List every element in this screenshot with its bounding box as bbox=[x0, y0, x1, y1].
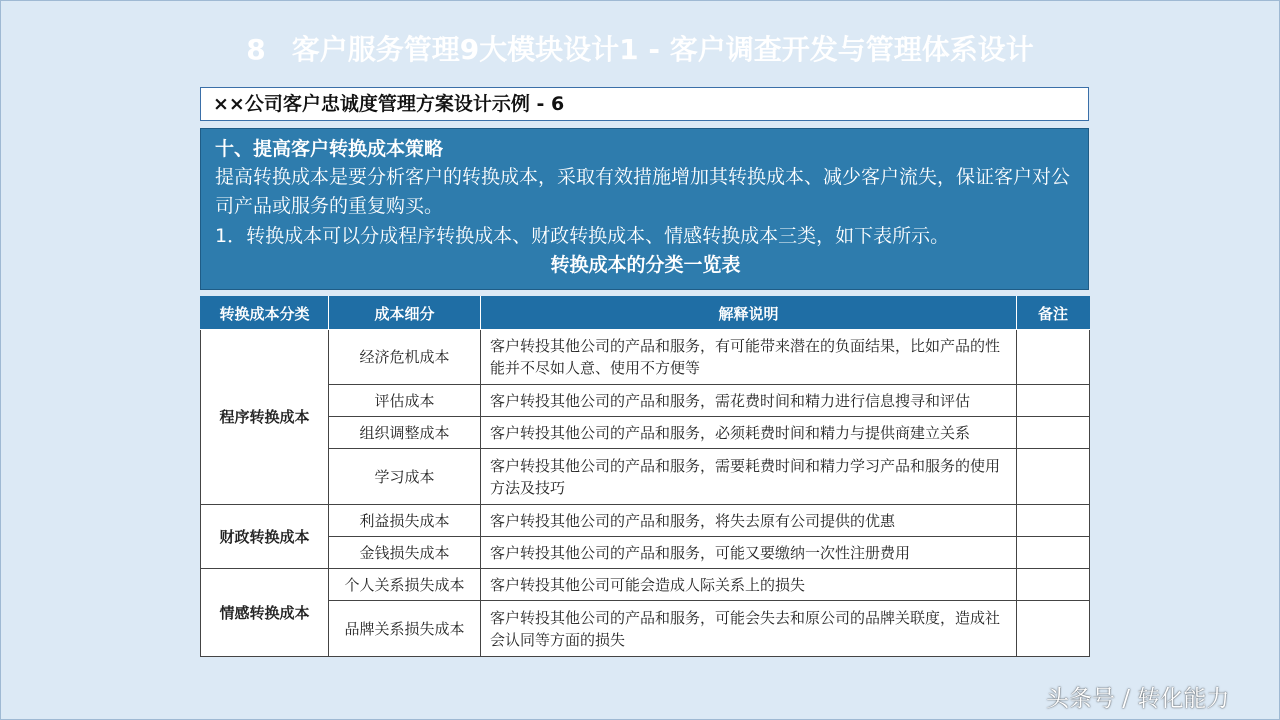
section-number: 8 bbox=[246, 33, 266, 66]
subcategory-cell: 利益损失成本 bbox=[329, 505, 481, 537]
description-cell: 客户转投其他公司的产品和服务，将失去原有公司提供的优惠 bbox=[481, 505, 1017, 537]
intro-box bbox=[200, 128, 1089, 290]
cost-classification-table bbox=[200, 296, 1090, 657]
note-cell bbox=[1017, 330, 1090, 385]
intro-paragraph: 提高转换成本是要分析客户的转换成本，采取有效措施增加其转换成本、减少客户流失，保证客户对公司产品或服务的重复购买。 bbox=[215, 166, 1071, 217]
header-category: 转换成本分类 bbox=[201, 297, 329, 330]
note-cell bbox=[1017, 537, 1090, 569]
description-cell: 客户转投其他公司的产品和服务，必须耗费时间和精力与提供商建立关系 bbox=[481, 417, 1017, 449]
category-cell: 情感转换成本 bbox=[201, 569, 329, 657]
subcategory-cell: 经济危机成本 bbox=[329, 330, 481, 385]
table-row bbox=[201, 601, 1090, 657]
intro-heading: 十、提高客户转换成本策略 bbox=[215, 138, 444, 160]
table-caption: 转换成本的分类一览表 bbox=[550, 254, 741, 276]
note-cell bbox=[1017, 601, 1090, 657]
description-cell: 客户转投其他公司的产品和服务，可能又要缴纳一次性注册费用 bbox=[481, 537, 1017, 569]
subcategory-cell: 金钱损失成本 bbox=[329, 537, 481, 569]
header-note: 备注 bbox=[1017, 297, 1090, 330]
note-cell bbox=[1017, 569, 1090, 601]
category-cell: 财政转换成本 bbox=[201, 505, 329, 569]
table-row bbox=[201, 385, 1090, 417]
note-cell bbox=[1017, 505, 1090, 537]
description-cell: 客户转投其他公司的产品和服务，可能会失去和原公司的品牌关联度，造成社会认同等方面的损失 bbox=[481, 601, 1017, 657]
header-description: 解释说明 bbox=[481, 297, 1017, 330]
header-subcategory: 成本细分 bbox=[329, 297, 481, 330]
table-row bbox=[201, 330, 1090, 385]
category-cell: 程序转换成本 bbox=[201, 330, 329, 505]
table-row bbox=[201, 505, 1090, 537]
subcategory-cell: 评估成本 bbox=[329, 385, 481, 417]
note-cell bbox=[1017, 449, 1090, 505]
table-row bbox=[201, 569, 1090, 601]
description-cell: 客户转投其他公司的产品和服务，有可能带来潜在的负面结果，比如产品的性能并不尽如人意、使用不方便等 bbox=[481, 330, 1017, 385]
subcategory-cell: 学习成本 bbox=[329, 449, 481, 505]
description-cell: 客户转投其他公司的产品和服务，需要耗费时间和精力学习产品和服务的使用方法及技巧 bbox=[481, 449, 1017, 505]
subcategory-cell: 组织调整成本 bbox=[329, 417, 481, 449]
table-row bbox=[201, 537, 1090, 569]
page-title bbox=[0, 28, 1280, 68]
table-header-row bbox=[201, 297, 1090, 330]
subtitle-box: ××公司客户忠诚度管理方案设计示例 - 6 bbox=[200, 87, 1089, 121]
intro-list-item: 1．转换成本可以分成程序转换成本、财政转换成本、情感转换成本三类，如下表所示。 bbox=[215, 225, 950, 247]
table-row bbox=[201, 417, 1090, 449]
subcategory-cell: 个人关系损失成本 bbox=[329, 569, 481, 601]
description-cell: 客户转投其他公司可能会造成人际关系上的损失 bbox=[481, 569, 1017, 601]
page-title-text: 客户服务管理9大模块设计1 - 客户调查开发与管理体系设计 bbox=[291, 33, 1034, 66]
watermark: 头条号 / 转化能力 bbox=[1046, 686, 1230, 712]
note-cell bbox=[1017, 417, 1090, 449]
subcategory-cell: 品牌关系损失成本 bbox=[329, 601, 481, 657]
description-cell: 客户转投其他公司的产品和服务，需花费时间和精力进行信息搜寻和评估 bbox=[481, 385, 1017, 417]
table-row bbox=[201, 449, 1090, 505]
note-cell bbox=[1017, 385, 1090, 417]
